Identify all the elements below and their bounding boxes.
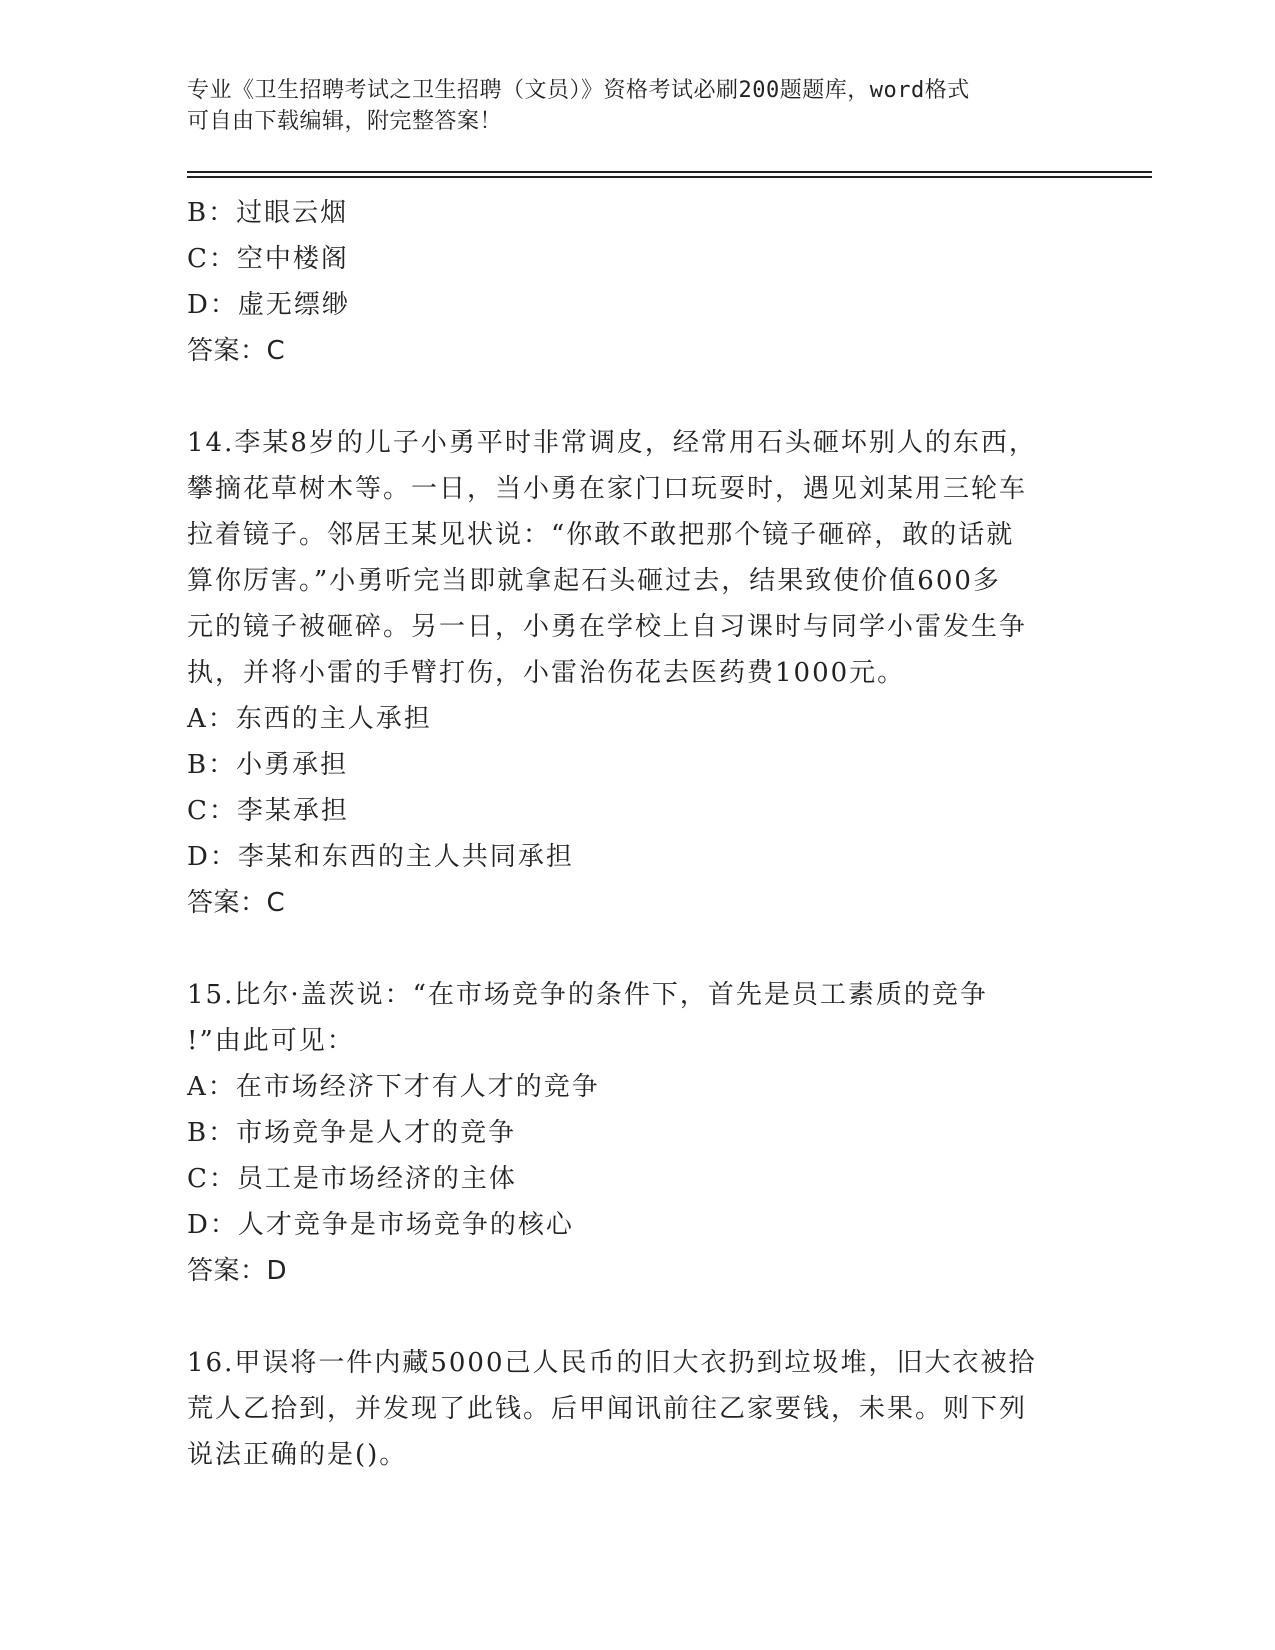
question-spacer <box>187 374 1067 420</box>
question-13-tail <box>187 190 1067 374</box>
question-14 <box>187 420 1067 926</box>
option-d: D：人才竞争是市场竞争的核心 <box>187 1210 574 1240</box>
option-b: B：市场竞争是人才的竞争 <box>187 1118 517 1148</box>
question-15 <box>187 972 1067 1294</box>
question-stem-line: 执，并将小雷的手臂打伤，小雷治伤花去医药费1000元。 <box>187 658 906 688</box>
question-stem-line: 攀摘花草树木等。一日，当小勇在家门口玩耍时，遇见刘某用三轮车 <box>187 474 1028 504</box>
option-c: C：李某承担 <box>187 796 349 826</box>
question-stem-line: 元的镜子被砸碎。另一日，小勇在学校上自习课时与同学小雷发生争 <box>187 612 1028 642</box>
header-divider-top <box>187 171 1152 173</box>
question-list <box>187 190 1067 1478</box>
question-spacer <box>187 926 1067 972</box>
option-a: A：在市场经济下才有人才的竞争 <box>187 1072 600 1102</box>
question-stem-line: 算你厉害。”小勇听完当即就拿起石头砸过去，结果致使价值600多 <box>187 566 1001 596</box>
answer-line: 答案：D <box>187 1256 288 1286</box>
option-d: D：李某和东西的主人共同承担 <box>187 842 574 872</box>
header-divider-bottom <box>187 176 1152 178</box>
option-c: C：空中楼阁 <box>187 244 349 274</box>
option-b: B：小勇承担 <box>187 750 349 780</box>
question-stem-line: 15.比尔·盖茨说：“在市场竞争的条件下，首先是员工素质的竞争 <box>187 980 988 1010</box>
question-stem-line: !”由此可见： <box>187 1026 355 1056</box>
question-stem-line: 说法正确的是()。 <box>187 1440 408 1470</box>
option-d: D：虚无缥缈 <box>187 290 350 320</box>
answer-line: 答案：C <box>187 336 286 366</box>
question-spacer <box>187 1294 1067 1340</box>
question-16 <box>187 1340 1067 1478</box>
question-stem-line: 14.李某8岁的儿子小勇平时非常调皮，经常用石头砸坏别人的东西， <box>187 428 1037 458</box>
question-stem-line: 16.甲误将一件内藏5000己人民币的旧大衣扔到垃圾堆，旧大衣被拾 <box>187 1348 1037 1378</box>
header-line: 专业《卫生招聘考试之卫生招聘（文员）》资格考试必刷200题题库，word格式 <box>187 78 970 103</box>
header-line: 可自由下载编辑，附完整答案！ <box>187 109 503 134</box>
option-c: C：员工是市场经济的主体 <box>187 1164 517 1194</box>
option-b: B：过眼云烟 <box>187 198 349 228</box>
question-stem-line: 荒人乙拾到，并发现了此钱。后甲闻讯前往乙家要钱，未果。则下列 <box>187 1394 1028 1424</box>
option-a: A：东西的主人承担 <box>187 704 432 734</box>
question-stem-line: 拉着镜子。邻居王某见状说：“你敢不敢把那个镜子砸碎，敢的话就 <box>187 520 1015 550</box>
document-header <box>187 75 1067 137</box>
answer-line: 答案：C <box>187 888 286 918</box>
